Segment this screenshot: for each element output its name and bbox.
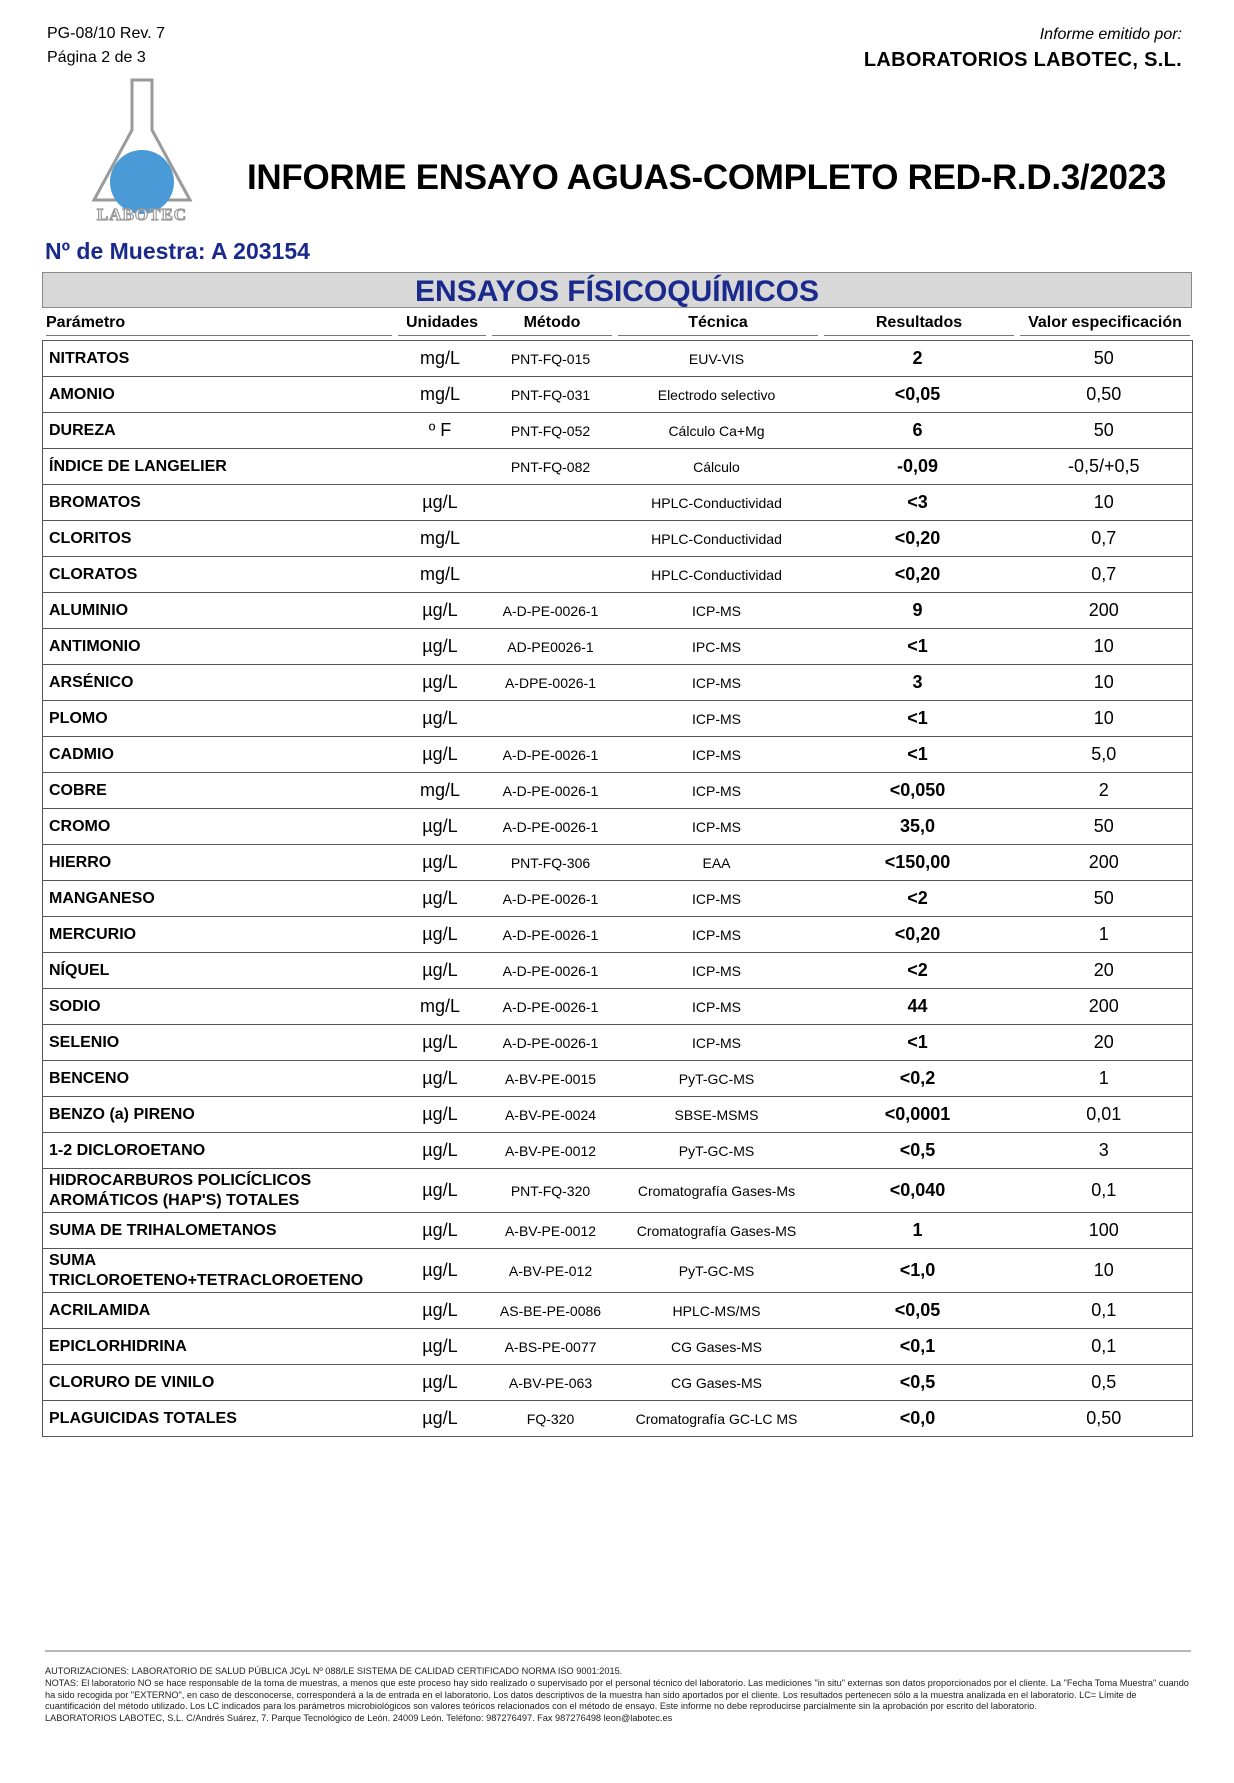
result-cell: -0,09 [820, 449, 1016, 485]
result-cell: 9 [820, 593, 1016, 629]
method-cell [488, 701, 614, 737]
parameter-cell: MANGANESO [43, 881, 393, 917]
technique-cell: EUV-VIS [614, 341, 820, 377]
spec-value-cell: 10 [1016, 1249, 1193, 1293]
table-row [43, 845, 1193, 881]
spec-value-cell: 50 [1016, 809, 1193, 845]
table-row [43, 449, 1193, 485]
unit-cell: µg/L [393, 1329, 488, 1365]
result-cell: <1 [820, 737, 1016, 773]
table-row [43, 1097, 1193, 1133]
technique-cell: ICP-MS [614, 665, 820, 701]
parameter-cell: EPICLORHIDRINA [43, 1329, 393, 1365]
spec-value-cell: 200 [1016, 845, 1193, 881]
table-row [43, 953, 1193, 989]
spec-value-cell: 200 [1016, 989, 1193, 1025]
parameter-line-1: SUMA [49, 1251, 97, 1269]
spec-value-cell: 0,01 [1016, 1097, 1193, 1133]
result-cell: <1 [820, 1025, 1016, 1061]
technique-cell: Cromatografía Gases-Ms [614, 1169, 820, 1213]
technique-cell: Cromatografía Gases-MS [614, 1213, 820, 1249]
unit-cell: µg/L [393, 701, 488, 737]
table-row [43, 1133, 1193, 1169]
table-row [43, 341, 1193, 377]
parameter-cell: CADMIO [43, 737, 393, 773]
spec-value-cell: 2 [1016, 773, 1193, 809]
table-row [43, 593, 1193, 629]
method-cell: A-D-PE-0026-1 [488, 737, 614, 773]
method-cell: A-D-PE-0026-1 [488, 953, 614, 989]
unit-cell: µg/L [393, 953, 488, 989]
method-cell: AS-BE-PE-0086 [488, 1293, 614, 1329]
unit-cell: µg/L [393, 917, 488, 953]
labotec-flask-logo [78, 78, 206, 228]
technique-cell: EAA [614, 845, 820, 881]
spec-value-cell: 0,50 [1016, 1401, 1193, 1437]
table-row [43, 485, 1193, 521]
result-cell: <0,20 [820, 557, 1016, 593]
method-cell: PNT-FQ-306 [488, 845, 614, 881]
spec-value-cell: 0,1 [1016, 1169, 1193, 1213]
parameter-cell [43, 1249, 393, 1293]
unit-cell: µg/L [393, 1401, 488, 1437]
technique-cell: ICP-MS [614, 917, 820, 953]
parameter-cell: CROMO [43, 809, 393, 845]
issued-by-label: Informe emitido por: [1039, 26, 1182, 43]
parameter-cell: ALUMINIO [43, 593, 393, 629]
column-header-units: Unidades [398, 313, 486, 336]
section-header [42, 272, 1192, 308]
parameter-cell: PLOMO [43, 701, 393, 737]
result-cell: <0,0001 [820, 1097, 1016, 1133]
section-title: ENSAYOS FÍSICOQUÍMICOS [415, 275, 819, 308]
spec-value-cell: -0,5/+0,5 [1016, 449, 1193, 485]
spec-value-cell: 0,7 [1016, 521, 1193, 557]
parameter-cell: NÍQUEL [43, 953, 393, 989]
table-row [43, 1401, 1193, 1437]
result-cell: <0,05 [820, 377, 1016, 413]
parameter-line-1: HIDROCARBUROS POLICÍCLICOS [49, 1171, 312, 1189]
table-row [43, 809, 1193, 845]
parameter-cell: CLORITOS [43, 521, 393, 557]
method-cell [488, 485, 614, 521]
table-row [43, 1061, 1193, 1097]
unit-cell: µg/L [393, 881, 488, 917]
spec-value-cell: 0,1 [1016, 1293, 1193, 1329]
spec-value-cell: 100 [1016, 1213, 1193, 1249]
parameter-cell: 1-2 DICLOROETANO [43, 1133, 393, 1169]
method-cell: A-BV-PE-0015 [488, 1061, 614, 1097]
technique-cell: ICP-MS [614, 773, 820, 809]
parameter-cell: ANTIMONIO [43, 629, 393, 665]
result-cell: <2 [820, 953, 1016, 989]
column-header-spec-value: Valor especificación [1020, 313, 1190, 336]
spec-value-cell: 0,1 [1016, 1329, 1193, 1365]
method-cell: PNT-FQ-031 [488, 377, 614, 413]
unit-cell: µg/L [393, 845, 488, 881]
document-code-block [47, 22, 165, 70]
unit-cell: mg/L [393, 341, 488, 377]
unit-cell: µg/L [393, 485, 488, 521]
unit-cell: mg/L [393, 521, 488, 557]
parameter-cell: CLORURO DE VINILO [43, 1365, 393, 1401]
technique-cell: IPC-MS [614, 629, 820, 665]
result-cell: <0,0 [820, 1401, 1016, 1437]
parameter-cell: ACRILAMIDA [43, 1293, 393, 1329]
method-cell: PNT-FQ-082 [488, 449, 614, 485]
table-row [43, 377, 1193, 413]
unit-cell: µg/L [393, 665, 488, 701]
technique-cell: Cálculo [614, 449, 820, 485]
method-cell: A-BV-PE-012 [488, 1249, 614, 1293]
table-row [43, 1365, 1193, 1401]
technique-cell: PyT-GC-MS [614, 1249, 820, 1293]
unit-cell: µg/L [393, 629, 488, 665]
result-cell: <150,00 [820, 845, 1016, 881]
technique-cell: CG Gases-MS [614, 1329, 820, 1365]
table-row [43, 557, 1193, 593]
parameter-line-2: TRICLOROETENO+TETRACLOROETENO [49, 1271, 364, 1289]
method-cell [488, 521, 614, 557]
footer-notes: NOTAS: El laboratorio NO se hace responsable de la toma de muestras, a menos que este proceso hay sido realizado o supervisado por el personal técnico del laboratorio. Las mediciones "in situ" externas son datos proporcionados por el cliente. La "Fecha Toma Muestra" cuando ha sido recogida por "EXTERNO", en caso de desconocerse, corresponderá a la de entrada en el laboratorio. Los datos descriptivos de la muestra han sido aportados por el cliente. Los resultados pertenecen sólo a la muestra analizada en el laboratorio. LC= Límite de cuantificación del método utilizado. Los LC indicados para los parámetros microbiológicos son valores teóricos relacionados con el método de ensayo. Este informe no debe reproducirse parcialmente sin la aprobación por escrito del laboratorio. [45, 1677, 1189, 1712]
footer-divider [45, 1650, 1191, 1652]
table-row [43, 1293, 1193, 1329]
lab-name: LABORATORIOS LABOTEC, S.L. [863, 49, 1182, 71]
technique-cell: HPLC-MS/MS [614, 1293, 820, 1329]
parameter-cell: NITRATOS [43, 341, 393, 377]
technique-cell: PyT-GC-MS [614, 1133, 820, 1169]
table-row [43, 413, 1193, 449]
table-row [43, 1169, 1193, 1213]
method-cell: A-D-PE-0026-1 [488, 773, 614, 809]
method-cell: A-BV-PE-0012 [488, 1213, 614, 1249]
method-cell [488, 557, 614, 593]
method-cell: A-D-PE-0026-1 [488, 917, 614, 953]
result-cell: 3 [820, 665, 1016, 701]
parameter-cell: SELENIO [43, 1025, 393, 1061]
parameter-cell: ARSÉNICO [43, 665, 393, 701]
spec-value-cell: 50 [1016, 881, 1193, 917]
spec-value-cell: 0,7 [1016, 557, 1193, 593]
result-cell: 35,0 [820, 809, 1016, 845]
technique-cell: HPLC-Conductividad [614, 557, 820, 593]
spec-value-cell: 0,5 [1016, 1365, 1193, 1401]
result-cell: <0,20 [820, 917, 1016, 953]
technique-cell: ICP-MS [614, 1025, 820, 1061]
page-number: Página 2 de 3 [47, 49, 146, 66]
footer-address: LABORATORIOS LABOTEC, S.L. C/Andrés Suárez, 7. Parque Tecnológico de León. 24009 León. Teléfono: 987276497. Fax 987276498 leon@labotec.es [45, 1713, 673, 1724]
parameter-cell [43, 1169, 393, 1213]
result-cell: <0,050 [820, 773, 1016, 809]
spec-value-cell: 10 [1016, 485, 1193, 521]
unit-cell: mg/L [393, 773, 488, 809]
table-row [43, 1329, 1193, 1365]
spec-value-cell: 50 [1016, 341, 1193, 377]
spec-value-cell: 10 [1016, 665, 1193, 701]
sample-number: Nº de Muestra: A 203154 [45, 238, 310, 264]
unit-cell: µg/L [393, 1097, 488, 1133]
unit-cell: µg/L [393, 737, 488, 773]
unit-cell [393, 449, 488, 485]
report-title: INFORME ENSAYO AGUAS-COMPLETO RED-R.D.3/2023 [247, 158, 1167, 197]
parameter-cell: PLAGUICIDAS TOTALES [43, 1401, 393, 1437]
result-cell: <0,1 [820, 1329, 1016, 1365]
technique-cell: ICP-MS [614, 989, 820, 1025]
method-cell: A-D-PE-0026-1 [488, 1025, 614, 1061]
column-header-results: Resultados [824, 313, 1014, 336]
table-row [43, 773, 1193, 809]
table-row [43, 701, 1193, 737]
unit-cell: µg/L [393, 593, 488, 629]
result-cell: <0,05 [820, 1293, 1016, 1329]
parameter-cell: SUMA DE TRIHALOMETANOS [43, 1213, 393, 1249]
table-body [43, 341, 1193, 1437]
technique-cell: CG Gases-MS [614, 1365, 820, 1401]
unit-cell: µg/L [393, 809, 488, 845]
result-cell: <0,5 [820, 1365, 1016, 1401]
unit-cell: µg/L [393, 1169, 488, 1213]
column-header-method: Método [492, 313, 612, 336]
technique-cell: HPLC-Conductividad [614, 521, 820, 557]
table-row [43, 989, 1193, 1025]
method-cell: A-DPE-0026-1 [488, 665, 614, 701]
unit-cell: µg/L [393, 1133, 488, 1169]
result-cell: <0,20 [820, 521, 1016, 557]
document-code: PG-08/10 Rev. 7 [47, 25, 165, 42]
unit-cell: mg/L [393, 377, 488, 413]
method-cell: PNT-FQ-320 [488, 1169, 614, 1213]
technique-cell: Cromatografía GC-LC MS [614, 1401, 820, 1437]
parameter-cell: HIERRO [43, 845, 393, 881]
technique-cell: HPLC-Conductividad [614, 485, 820, 521]
technique-cell: ICP-MS [614, 809, 820, 845]
table-row [43, 1025, 1193, 1061]
result-cell: <0,040 [820, 1169, 1016, 1213]
result-cell: 1 [820, 1213, 1016, 1249]
unit-cell: mg/L [393, 557, 488, 593]
spec-value-cell: 3 [1016, 1133, 1193, 1169]
table-row [43, 1213, 1193, 1249]
technique-cell: ICP-MS [614, 701, 820, 737]
result-cell: 2 [820, 341, 1016, 377]
footer [45, 1666, 1193, 1725]
spec-value-cell: 20 [1016, 953, 1193, 989]
method-cell: A-BV-PE-0024 [488, 1097, 614, 1133]
unit-cell: mg/L [393, 989, 488, 1025]
result-cell: <1 [820, 701, 1016, 737]
spec-value-cell: 1 [1016, 1061, 1193, 1097]
footer-authorizations: AUTORIZACIONES: LABORATORIO DE SALUD PÚBLICA JCyL Nº 088/LE SISTEMA DE CALIDAD CERTIFICADO NORMA ISO 9001:2015. [45, 1666, 623, 1676]
method-cell: FQ-320 [488, 1401, 614, 1437]
unit-cell: µg/L [393, 1365, 488, 1401]
technique-cell: ICP-MS [614, 737, 820, 773]
method-cell: PNT-FQ-015 [488, 341, 614, 377]
logo-text: LABOTEC [96, 205, 188, 224]
unit-cell: µg/L [393, 1249, 488, 1293]
parameter-cell: CLORATOS [43, 557, 393, 593]
result-cell: <0,2 [820, 1061, 1016, 1097]
method-cell: A-BS-PE-0077 [488, 1329, 614, 1365]
method-cell: A-D-PE-0026-1 [488, 809, 614, 845]
table-row [43, 665, 1193, 701]
parameter-cell: COBRE [43, 773, 393, 809]
spec-value-cell: 50 [1016, 413, 1193, 449]
column-header-technique: Técnica [618, 313, 818, 336]
result-cell: 6 [820, 413, 1016, 449]
parameter-line-2: AROMÁTICOS (HAP'S) TOTALES [49, 1191, 300, 1209]
unit-cell: µg/L [393, 1061, 488, 1097]
result-cell: <1 [820, 629, 1016, 665]
technique-cell: PyT-GC-MS [614, 1061, 820, 1097]
spec-value-cell: 1 [1016, 917, 1193, 953]
technique-cell: ICP-MS [614, 953, 820, 989]
issuer-block [864, 25, 1182, 75]
spec-value-cell: 200 [1016, 593, 1193, 629]
technique-cell: Cálculo Ca+Mg [614, 413, 820, 449]
table-row [43, 629, 1193, 665]
spec-value-cell: 10 [1016, 629, 1193, 665]
unit-cell: µg/L [393, 1213, 488, 1249]
spec-value-cell: 10 [1016, 701, 1193, 737]
method-cell: AD-PE0026-1 [488, 629, 614, 665]
column-header-parameter: Parámetro [46, 313, 392, 336]
table-row [43, 521, 1193, 557]
method-cell: A-D-PE-0026-1 [488, 593, 614, 629]
result-cell: 44 [820, 989, 1016, 1025]
spec-value-cell: 0,50 [1016, 377, 1193, 413]
technique-cell: ICP-MS [614, 593, 820, 629]
result-cell: <1,0 [820, 1249, 1016, 1293]
table-row [43, 917, 1193, 953]
method-cell: A-D-PE-0026-1 [488, 881, 614, 917]
table-row [43, 881, 1193, 917]
physicochemical-results-table [42, 340, 1193, 1437]
table-row [43, 1249, 1193, 1293]
method-cell: A-D-PE-0026-1 [488, 989, 614, 1025]
parameter-cell: BENZO (a) PIRENO [43, 1097, 393, 1133]
result-cell: <0,5 [820, 1133, 1016, 1169]
unit-cell: µg/L [393, 1025, 488, 1061]
spec-value-cell: 20 [1016, 1025, 1193, 1061]
parameter-cell: BROMATOS [43, 485, 393, 521]
spec-value-cell: 5,0 [1016, 737, 1193, 773]
technique-cell: Electrodo selectivo [614, 377, 820, 413]
technique-cell: ICP-MS [614, 881, 820, 917]
technique-cell: SBSE-MSMS [614, 1097, 820, 1133]
method-cell: A-BV-PE-063 [488, 1365, 614, 1401]
parameter-cell: ÍNDICE DE LANGELIER [43, 449, 393, 485]
unit-cell: º F [393, 413, 488, 449]
parameter-cell: AMONIO [43, 377, 393, 413]
parameter-cell: DUREZA [43, 413, 393, 449]
result-cell: <2 [820, 881, 1016, 917]
method-cell: A-BV-PE-0012 [488, 1133, 614, 1169]
result-cell: <3 [820, 485, 1016, 521]
parameter-cell: BENCENO [43, 1061, 393, 1097]
unit-cell: µg/L [393, 1293, 488, 1329]
parameter-cell: MERCURIO [43, 917, 393, 953]
parameter-cell: SODIO [43, 989, 393, 1025]
table-row [43, 737, 1193, 773]
method-cell: PNT-FQ-052 [488, 413, 614, 449]
